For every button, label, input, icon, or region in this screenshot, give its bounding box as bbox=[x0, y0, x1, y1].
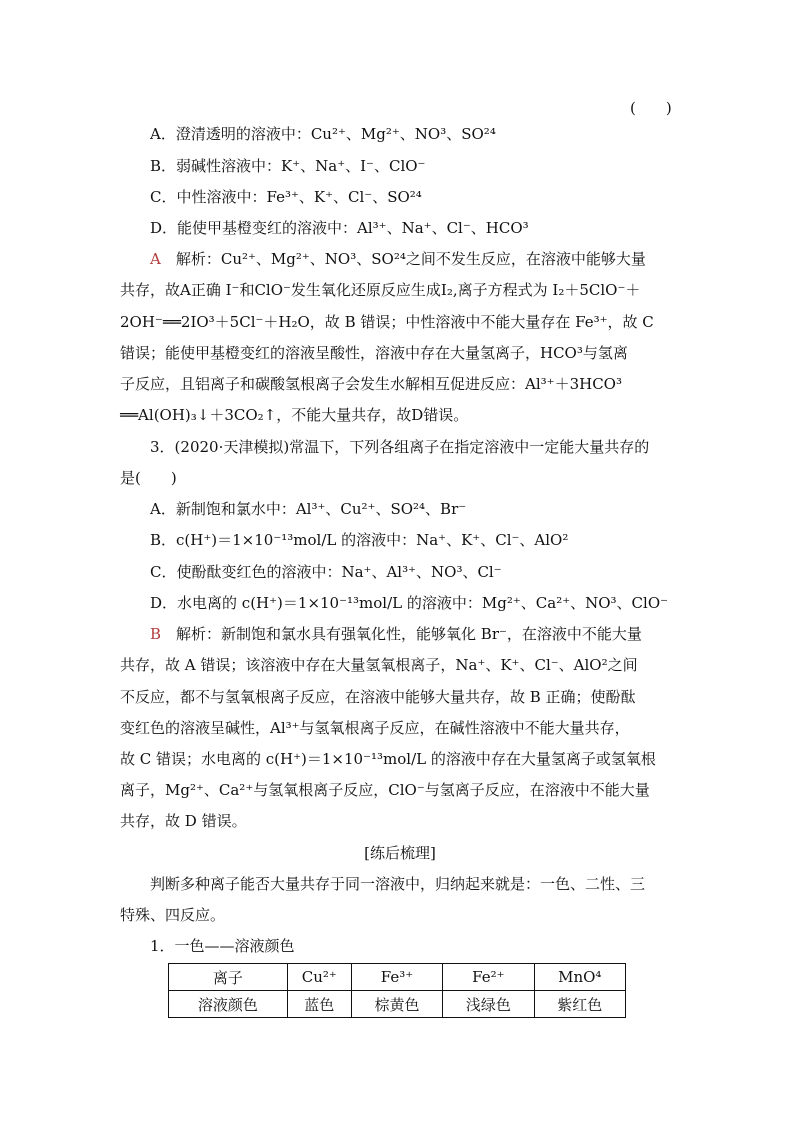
q2-option-b: B．弱碱性溶液中：K⁺、Na⁺、I⁻、ClO⁻ bbox=[150, 157, 426, 175]
ion-color-table bbox=[168, 963, 626, 1018]
answer-parentheses: ( ) bbox=[630, 99, 672, 117]
table-cell: Fe²⁺ bbox=[443, 964, 534, 991]
table-cell: 棕黄色 bbox=[351, 991, 442, 1018]
q3-stem-line-1: 3．(2020·天津模拟)常温下，下列各组离子在指定溶液中一定能大量共存的 bbox=[150, 438, 650, 456]
summary-heading: 1．一色——溶液颜色 bbox=[150, 937, 295, 955]
q3-option-c: C．使酚酞变红色的溶液中：Na⁺、Al³⁺、NO³、Cl⁻ bbox=[150, 563, 502, 581]
q2-analysis-line-6: ══Al(OH)₃↓＋3CO₂↑，不能大量共存，故D错误。 bbox=[120, 406, 469, 424]
q3-stem-line-2: 是( ) bbox=[120, 469, 177, 487]
table-cell: Cu²⁺ bbox=[287, 964, 351, 991]
table-cell: MnO⁴ bbox=[534, 964, 625, 991]
q2-analysis-line-5: 子反应，且铝离子和碳酸氢根离子会发生水解相互促进反应：Al³⁺＋3HCO³ bbox=[120, 375, 622, 393]
table-cell: 溶液颜色 bbox=[169, 991, 288, 1018]
q3-analysis-line-2: 共存，故 A 错误；该溶液中存在大量氢氧根离子，Na⁺、K⁺、Cl⁻、AlO²之间 bbox=[120, 656, 638, 674]
q2-option-d: D．能使甲基橙变红的溶液中：Al³⁺、Na⁺、Cl⁻、HCO³ bbox=[150, 219, 529, 237]
q3-analysis-line-3: 不反应，都不与氢氧根离子反应，在溶液中能够大量共存，故 B 正确；使酚酞 bbox=[120, 688, 636, 706]
q2-answer: A bbox=[150, 250, 161, 268]
table-cell: 离子 bbox=[169, 964, 288, 991]
q3-option-a: A．新制饱和氯水中：Al³⁺、Cu²⁺、SO²⁴、Br⁻ bbox=[150, 500, 467, 518]
q2-option-a: A．澄清透明的溶液中：Cu²⁺、Mg²⁺、NO³、SO²⁴ bbox=[150, 125, 496, 143]
q3-analysis-line-6: 离子，Mg²⁺、Ca²⁺与氢氧根离子反应，ClO⁻与氢离子反应，在溶液中不能大量 bbox=[120, 781, 650, 799]
q3-option-b: B．c(H⁺)＝1×10⁻¹³mol/L 的溶液中：Na⁺、K⁺、Cl⁻、AlO² bbox=[150, 531, 569, 549]
q3-analysis-line-7: 共存，故 D 错误。 bbox=[120, 812, 247, 830]
summary-intro-line-2: 特殊、四反应。 bbox=[120, 906, 226, 924]
q3-option-d: D．水电离的 c(H⁺)＝1×10⁻¹³mol/L 的溶液中：Mg²⁺、Ca²⁺、NO³、ClO⁻ bbox=[150, 594, 669, 612]
table-cell: Fe³⁺ bbox=[351, 964, 442, 991]
table-cell: 紫红色 bbox=[534, 991, 625, 1018]
summary-title: [练后梳理] bbox=[364, 844, 436, 862]
table-row bbox=[169, 991, 626, 1018]
table-row bbox=[169, 964, 626, 991]
q2-option-c: C．中性溶液中：Fe³⁺、K⁺、Cl⁻、SO²⁴ bbox=[150, 188, 422, 206]
q2-analysis-line-1: A 解析：Cu²⁺、Mg²⁺、NO³、SO²⁴之间不发生反应，在溶液中能够大量 bbox=[150, 250, 646, 268]
summary-intro-line-1: 判断多种离子能否大量共存于同一溶液中，归纳起来就是：一色、二性、三 bbox=[150, 875, 646, 893]
table-cell: 蓝色 bbox=[287, 991, 351, 1018]
q3-analysis-line-5: 故 C 错误；水电离的 c(H⁺)＝1×10⁻¹³mol/L 的溶液中存在大量氢离子或氢氧根 bbox=[120, 750, 656, 768]
table-cell: 浅绿色 bbox=[443, 991, 534, 1018]
q2-analysis-line-3: 2OH⁻══2IO³＋5Cl⁻＋H₂O，故 B 错误；中性溶液中不能大量存在 Fe³⁺，故 C bbox=[120, 313, 654, 331]
q3-analysis-line-1: B 解析：新制饱和氯水具有强氧化性，能够氧化 Br⁻，在溶液中不能大量 bbox=[150, 625, 642, 643]
q3-answer: B bbox=[150, 625, 162, 643]
q2-analysis-line-4: 错误；能使甲基橙变红的溶液呈酸性，溶液中存在大量氢离子，HCO³与氢离 bbox=[120, 344, 628, 362]
q3-analysis-line-4: 变红色的溶液呈碱性，Al³⁺与氢氧根离子反应，在碱性溶液中不能大量共存， bbox=[120, 719, 630, 737]
q2-analysis-line-2: 共存，故A正确 I⁻和ClO⁻发生氧化还原反应生成I₂,离子方程式为 I₂＋5ClO⁻＋ bbox=[120, 281, 641, 299]
